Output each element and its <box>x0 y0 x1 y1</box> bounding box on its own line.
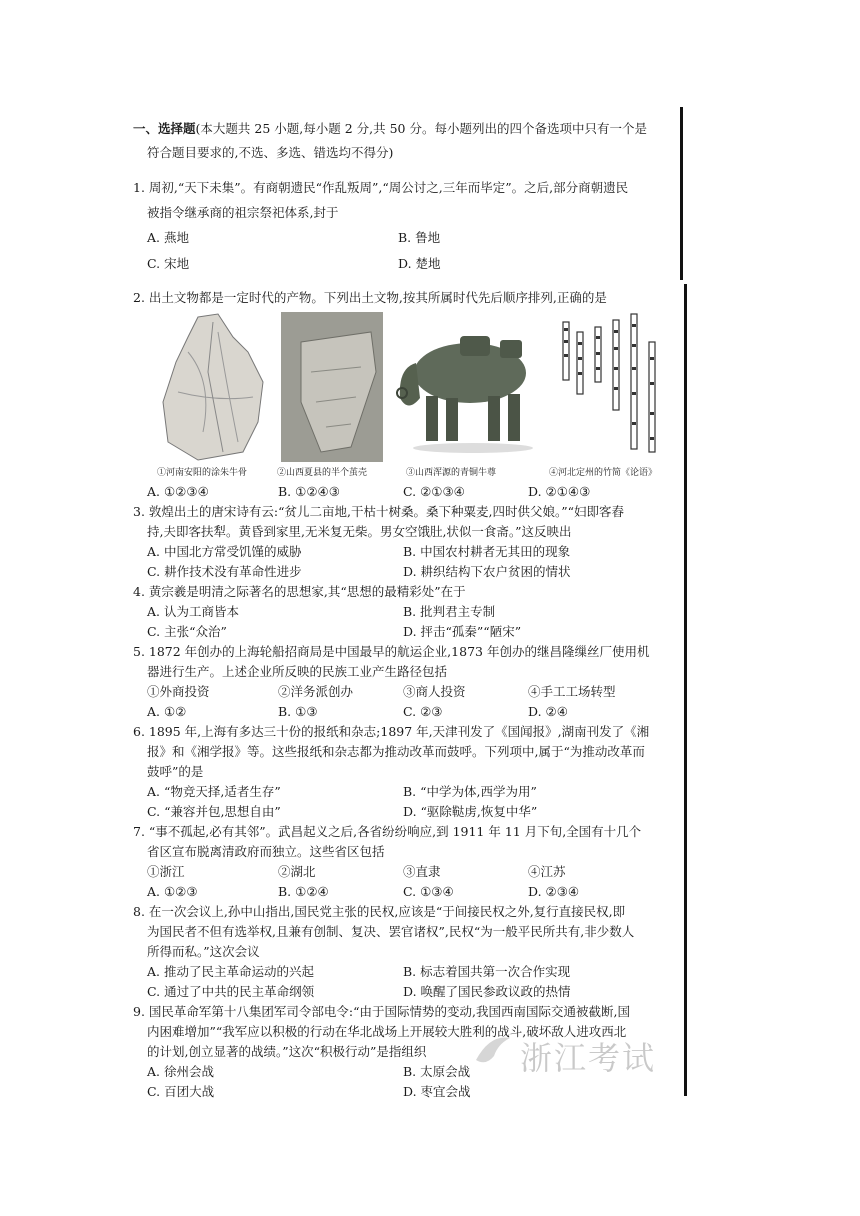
question-stem-cont: 器进行生产。上述企业所反映的民族工业产生路径包括 <box>147 664 448 679</box>
question-stem: 4. 黄宗羲是明清之际著名的思想家,其“思想的最精彩处”在于 <box>133 584 466 599</box>
option-c: C. ②①③④ <box>403 484 465 499</box>
question-2 <box>133 287 678 309</box>
question-7 <box>133 822 678 902</box>
option-a: A. ①②③ <box>147 884 198 899</box>
question-stem: 3. 敦煌出土的唐宋诗有云:“贫儿二亩地,干枯十树桑。桑下种粟麦,四时供父娘。”“妇即客舂 <box>133 504 624 519</box>
statement-2: ②湖北 <box>278 864 316 879</box>
question-3 <box>133 502 678 582</box>
option-b: B. 批判君主专制 <box>403 604 496 619</box>
question-stem: 5. 1872 年创办的上海轮船招商局是中国最早的航运企业,1873 年创办的继昌隆缫丝厂使用机 <box>133 644 650 659</box>
option-a: A. ①② <box>147 704 187 719</box>
question-stem-cont: 被指令继承商的祖宗祭祀体系,封于 <box>147 205 339 220</box>
image-caption-3: ③山西浑源的青铜牛尊 <box>406 468 497 478</box>
question-stem: 7. “事不孤起,必有其邻”。武昌起义之后,各省纷纷响应,到 1911 年 11 月下旬,全国有十几个 <box>133 824 642 839</box>
question-stem-cont: 内困难增加”“我军应以积极的行动在华北战场上开展较大胜利的战斗,破坏敌人进攻西北 <box>147 1024 627 1039</box>
question-stem: 8. 在一次会议上,孙中山指出,国民党主张的民权,应该是“于间接民权之外,复行直接民权,即 <box>133 904 626 919</box>
option-b: B. ①②④③ <box>278 484 340 499</box>
statement-2: ②洋务派创办 <box>278 684 354 699</box>
question-stem: 6. 1895 年,上海有多达三十份的报纸和杂志;1897 年,天津刊发了《国闻报》,湖南刊发了《湘 <box>133 724 650 739</box>
option-a: A. “物竞天择,适者生存” <box>147 784 281 799</box>
question-4 <box>133 582 678 642</box>
option-c: C. 宋地 <box>147 256 190 271</box>
option-a: A. ①②③④ <box>147 484 209 499</box>
image-caption-4: ④河北定州的竹简《论语》 <box>549 468 658 478</box>
option-d: D. 枣宜会战 <box>403 1084 471 1099</box>
statement-3: ③商人投资 <box>403 684 466 699</box>
watermark-text: 浙江考试 <box>520 1039 657 1077</box>
option-d: D. “驱除鞑虏,恢复中华” <box>403 804 538 819</box>
option-b: B. 中国农村耕者无其田的现象 <box>403 544 571 559</box>
option-c: C. 耕作技术没有革命性进步 <box>147 564 302 579</box>
question-stem-cont: 所得而私。”这次会议 <box>147 944 260 959</box>
option-a: A. 认为工商皆本 <box>147 604 239 619</box>
question-8 <box>133 902 678 1002</box>
option-c: C. 百团大战 <box>147 1084 215 1099</box>
question-stem: 9. 国民革命军第十八集团军司令部电令:“由于国际情势的变动,我国西南国际交通被截断,国 <box>133 1004 630 1019</box>
statement-1: ①外商投资 <box>147 684 210 699</box>
oracle-bone-image <box>158 312 270 462</box>
question-5 <box>133 642 678 722</box>
option-d: D. 楚地 <box>398 256 441 271</box>
bronze-ox-vessel-image <box>388 318 543 458</box>
option-c: C. 主张“众治” <box>147 624 227 639</box>
option-a: A. 燕地 <box>147 230 189 245</box>
question-stem-cont: 的计划,创立显著的战绩。”这次“积极行动”是指组织 <box>147 1044 427 1059</box>
option-b: B. ①③ <box>278 704 318 719</box>
image-caption-1: ①河南安阳的涂朱牛骨 <box>157 468 248 478</box>
option-b: B. 鲁地 <box>398 230 441 245</box>
watermark-logo-icon <box>470 1030 514 1070</box>
page-edge-line-bottom <box>684 284 687 1096</box>
option-c: C. “兼容并包,思想自由” <box>147 804 281 819</box>
option-d: D. ②③④ <box>528 884 580 899</box>
option-b: B. ①②④ <box>278 884 329 899</box>
question-stem-cont: 报》和《湘学报》等。这些报纸和杂志都为推动改革而鼓呼。下列项中,属于“为推动改革而 <box>147 744 645 759</box>
option-a: A. 推动了民主革命运动的兴起 <box>147 964 314 979</box>
section-header <box>133 117 678 165</box>
option-b: B. “中学为体,西学为用” <box>403 784 537 799</box>
option-d: D. ②④ <box>528 704 568 719</box>
option-d: D. 耕织结构下农户贫困的情状 <box>403 564 571 579</box>
option-a: A. 徐州会战 <box>147 1064 214 1079</box>
question-stem-cont: 持,夫即客扶犁。黄昏到家里,无米复无柴。男女空饿肚,状似一食斋。”这反映出 <box>147 524 572 539</box>
question-stem-cont: 省区宣布脱离清政府而独立。这些省区包括 <box>147 844 385 859</box>
option-d: D. 抨击“孤秦”“陋宋” <box>403 624 522 639</box>
bamboo-slips-image <box>555 312 673 457</box>
question-2-options <box>133 482 678 502</box>
silk-cocoon-image <box>281 312 383 462</box>
question-stem-cont: 为国民者不但有选举权,且兼有创制、复决、罢官诸权”,民权“为一般平民所共有,非少数人 <box>147 924 635 939</box>
page-edge-line-top <box>680 107 683 280</box>
question-6 <box>133 722 678 822</box>
statement-4: ④江苏 <box>528 864 566 879</box>
section-title: 一、选择题 <box>133 121 196 136</box>
statement-1: ①浙江 <box>147 864 185 879</box>
option-b: B. 太原会战 <box>403 1064 471 1079</box>
option-b: B. 标志着国共第一次合作实现 <box>403 964 571 979</box>
option-d: D. 唤醒了国民参政议政的热情 <box>403 984 571 999</box>
section-instructions: (本大题共 25 小题,每小题 2 分,共 50 分。每小题列出的四个备选项中只有一个是 <box>195 121 647 136</box>
option-a: A. 中国北方常受饥馑的威胁 <box>147 544 302 559</box>
option-c: C. 通过了中共的民主革命纲领 <box>147 984 315 999</box>
question-1 <box>133 175 678 277</box>
statement-3: ③直隶 <box>403 864 441 879</box>
question-stem: 1. 周初,“天下未集”。有商朝遗民“作乱叛周”,“周公讨之,三年而毕定”。之后,部分商朝遗民 <box>133 180 629 195</box>
question-stem-cont: 鼓呼”的是 <box>147 764 204 779</box>
image-caption-2: ②山西夏县的半个茧壳 <box>277 468 368 478</box>
questions-block <box>133 482 678 1102</box>
section-instructions-cont: 符合题目要求的,不选、多选、错选均不得分) <box>147 145 394 160</box>
option-c: C. ①③④ <box>403 884 454 899</box>
statement-4: ④手工工场转型 <box>528 684 616 699</box>
question-stem: 2. 出土文物都是一定时代的产物。下列出土文物,按其所属时代先后顺序排列,正确的是 <box>133 290 607 305</box>
option-c: C. ②③ <box>403 704 443 719</box>
option-d: D. ②①④③ <box>528 484 591 499</box>
